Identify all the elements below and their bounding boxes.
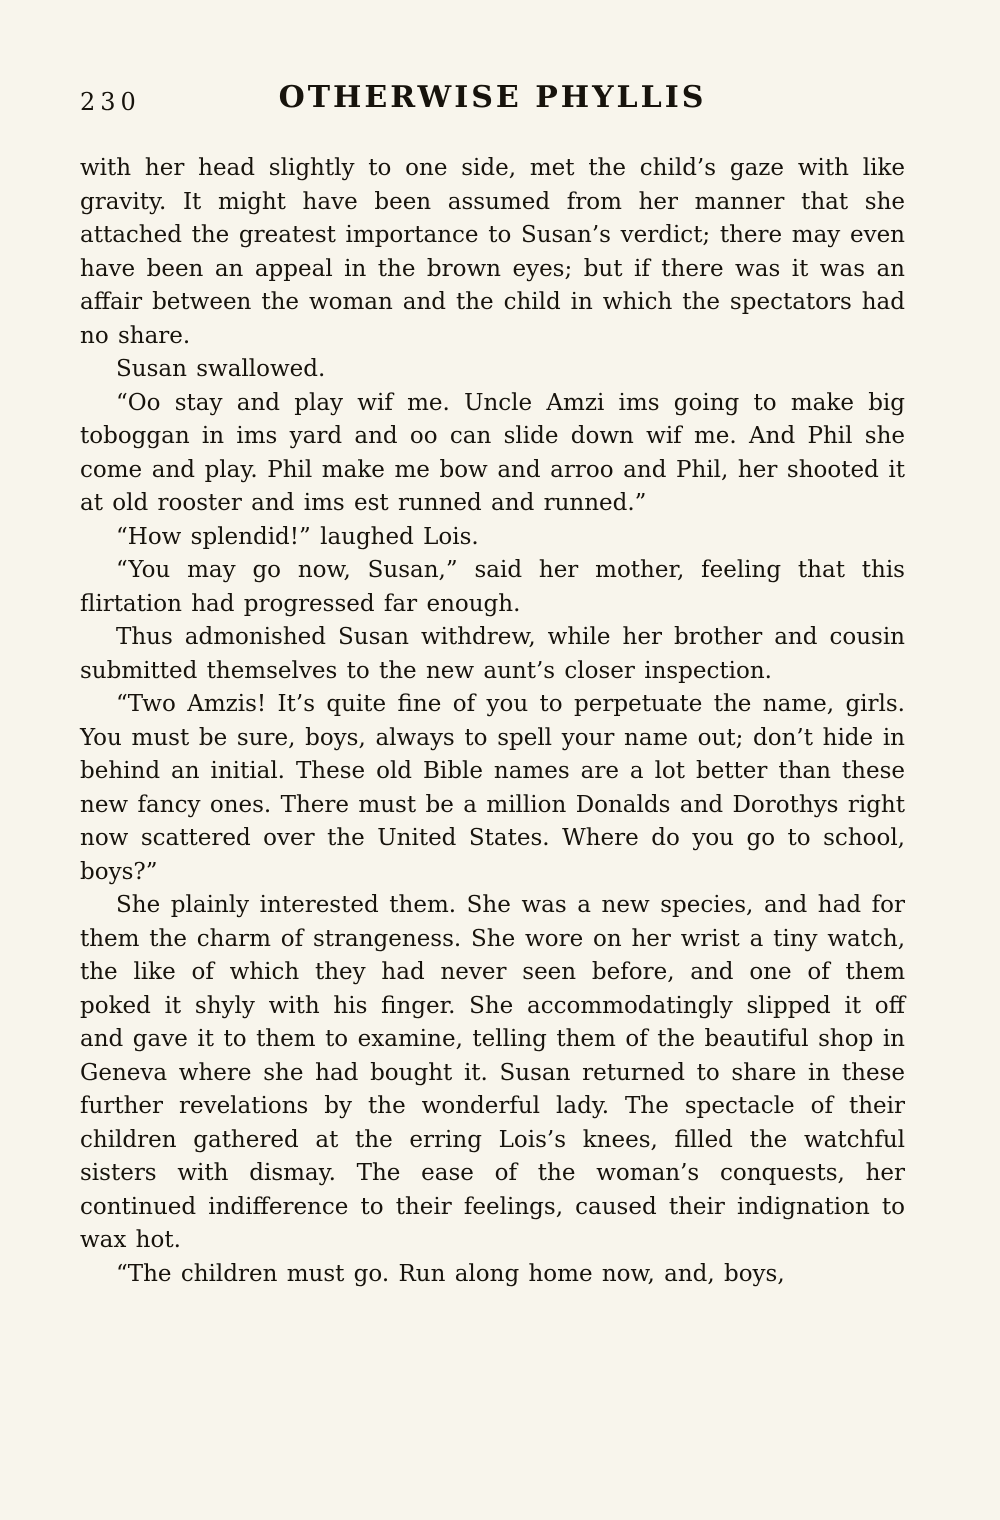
- page-body: [80, 152, 905, 1291]
- paragraph: She plainly interested them. She was a new species, and had for them the charm of strangeness. She wore on her wrist a tiny watch, the like of which they had never seen before, and one of them poked it shyly with his finger. She accommodatingly slipped it off and gave it to them to examine, telling them of the beautiful shop in Geneva where she had bought it. Susan returned to share in these further revelations by the wonderful lady. The spectacle of their children gathered at the erring Lois’s knees, filled the watchful sisters with dismay. The ease of the woman’s conquests, her continued indifference to their feelings, caused their indignation to wax hot.: [80, 892, 905, 1253]
- paragraph: Thus admonished Susan withdrew, while her brother and cousin submitted themselves to the new aunt’s closer inspection.: [80, 624, 905, 684]
- paragraph: “How splendid!” laughed Lois.: [116, 523, 479, 550]
- page-title: OTHERWISE PHYLLIS: [278, 80, 707, 115]
- paragraph: Susan swallowed.: [116, 356, 326, 382]
- paragraph: “Oo stay and play wif me. Uncle Amzi ims going to make big toboggan in ims yard and oo can slide down wif me. And Phil she come and play. Phil make me bow and arroo and Phil, her shooted it at old rooster and ims est runned and runned.”: [80, 389, 905, 516]
- paragraph: with her head slightly to one side, met the child’s gaze with like gravity. It might have been assumed from her manner that she attached the greatest importance to Susan’s verdict; there may even have been an appeal in the brown eyes; but if there was it was an affair between the woman and the child in which the spectators had no share.: [80, 155, 905, 349]
- page-number: 230: [80, 88, 141, 116]
- page-header: [80, 78, 905, 126]
- paragraph: “Two Amzis! It’s quite fine of you to perpetuate the name, girls. You must be sure, boys, always to spell your name out; don’t hide in behind an initial. These old Bible names are a lot better than these new fancy ones. There must be a million Donalds and Dorothys right now scattered over the United States. Where do you go to school, boys?”: [80, 691, 905, 885]
- paragraph: “You may go now, Susan,” said her mother, feeling that this flirtation had progressed far enough.: [80, 557, 905, 617]
- paragraph: “The children must go. Run along home now, and, boys,: [116, 1260, 785, 1287]
